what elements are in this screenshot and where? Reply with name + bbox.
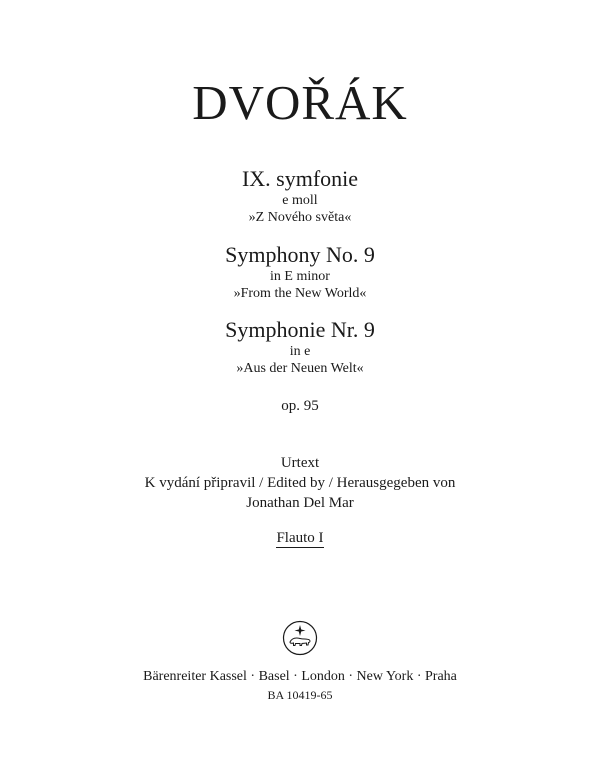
instrument-part-label: Flauto I (276, 530, 324, 546)
english-key: in E minor (270, 269, 330, 284)
baerenreiter-bear-logo-icon (282, 620, 318, 656)
german-subtitle: »Aus der Neuen Welt« (236, 361, 364, 376)
german-title: Symphonie Nr. 9 (225, 317, 375, 342)
czech-title: IX. symfonie (241, 166, 359, 191)
czech-key: e moll (282, 193, 318, 208)
edition-type: Urtext (280, 455, 320, 471)
english-subtitle: »From the New World« (233, 286, 367, 301)
english-title: Symphony No. 9 (225, 242, 375, 267)
catalog-number: BA 10419-65 (267, 688, 333, 702)
german-key: in e (289, 344, 311, 359)
edited-by-label: K vydání připravil / Edited by / Herausgegeben von (144, 475, 456, 491)
composer-name: DVOŘÁK (192, 75, 408, 130)
publisher-cities: Bärenreiter Kassel · Basel · London · New York · Praha (143, 669, 457, 684)
czech-subtitle: »Z Nového světa« (248, 210, 352, 225)
opus-number: op. 95 (281, 398, 319, 414)
instrument-part (0, 531, 600, 546)
editor-name: Jonathan Del Mar (246, 495, 354, 511)
